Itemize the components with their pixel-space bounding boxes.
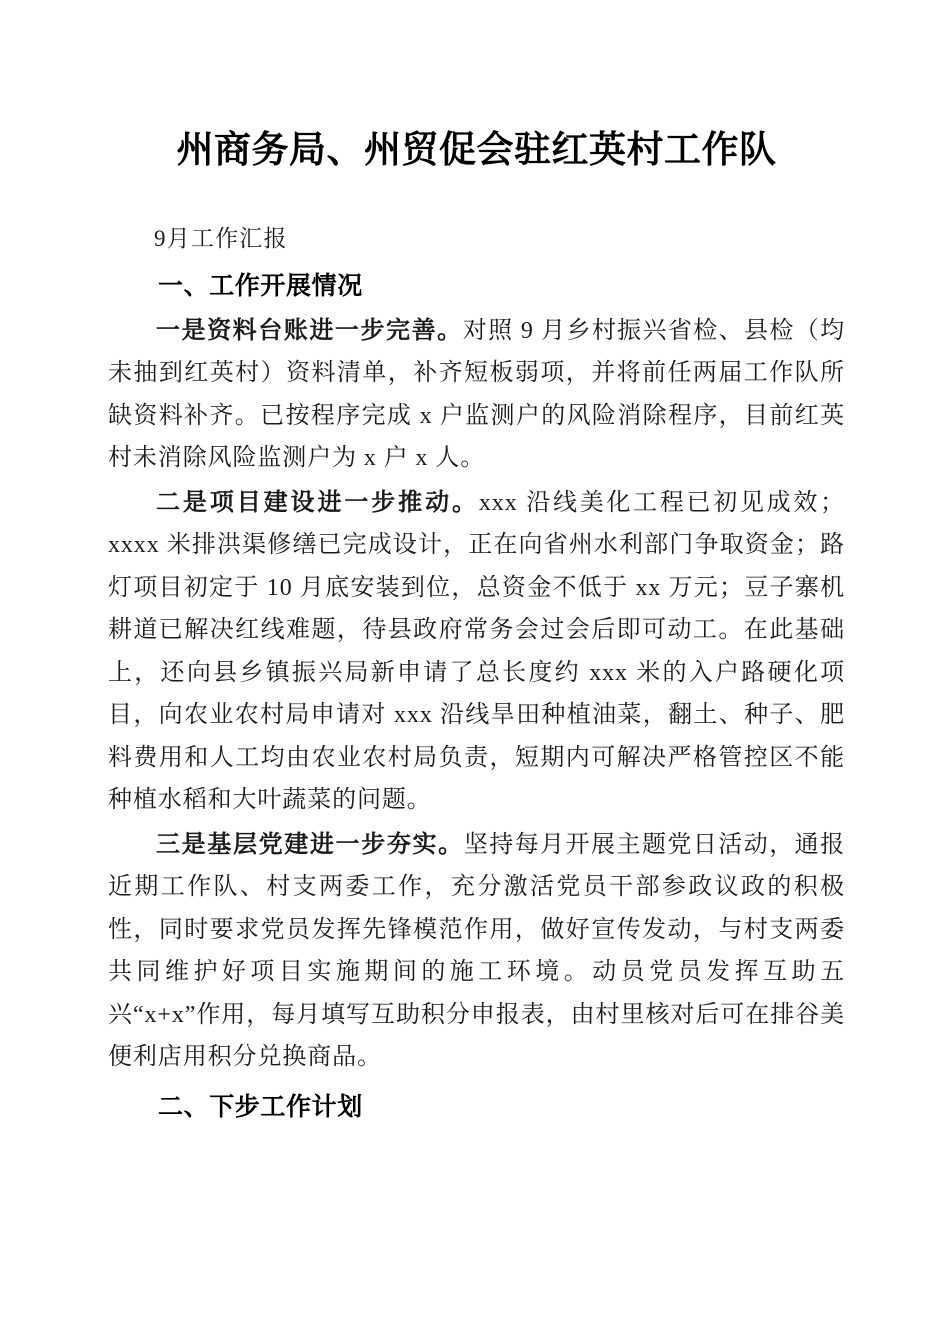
paragraph-item-three bbox=[108, 822, 845, 1079]
paragraph-item-two bbox=[108, 480, 845, 822]
paragraph-lead-one: 一是资料台账进一步完善。 bbox=[156, 317, 463, 344]
paragraph-lead-two: 二是项目建设进一步推动。 bbox=[156, 489, 479, 516]
paragraph-body-one: 对照 9 月乡村振兴省检、县检（均未抽到红英村）资料清单，补齐短板弱项，并将前任两届工作队所缺资料补齐。已按程序完成 x 户监测户的风险消除程序，目前红英村未消除风险监测户为 x 户 x 人。 bbox=[108, 317, 845, 472]
section-heading-work-progress: 一、工作开展情况 bbox=[158, 271, 363, 300]
paragraph-lead-three: 三是基层党建进一步夯实。 bbox=[156, 831, 464, 858]
paragraph-item-one bbox=[108, 308, 845, 480]
paragraph-body-three: 坚持每月开展主题党日活动，通报近期工作队、村支两委工作，充分激活党员干部参政议政的积极性，同时要求党员发挥先锋模范作用，做好宣传发动，与村支两委共同维护好项目实施期间的施工环境。动员党员发挥互助五兴“x+x”作用，每月填写互助积分申报表，由村里核对后可在排谷美便利店用积分兑换商品。 bbox=[108, 831, 846, 1071]
paragraph-body-two: xxx 沿线美化工程已初见成效；xxxx 米排洪渠修缮已完成设计，正在向省州水利部门争取资金；路灯项目初定于 10 月底安装到位，总资金不低于 xx 万元；豆子寨机耕道已解决红线难题，待县政府常务会过会后即可动工。在此基础上，还向县乡镇振兴局新申请了总长度约 xxx 米的入户路硬化项目，向农业农村局申请对 xxx 沿线旱田种植油菜，翻土、种子、肥料费用和人工均由农业农村局负责，短期内可解决严格管控区不能种植水稻和大叶蔬菜的问题。 bbox=[108, 489, 846, 814]
section-heading-next-steps: 二、下步工作计划 bbox=[158, 1092, 363, 1121]
document-subtitle: 9月工作汇报 bbox=[154, 225, 288, 251]
page-title: 州商务局、州贸促会驻红英村工作队 bbox=[176, 129, 777, 170]
